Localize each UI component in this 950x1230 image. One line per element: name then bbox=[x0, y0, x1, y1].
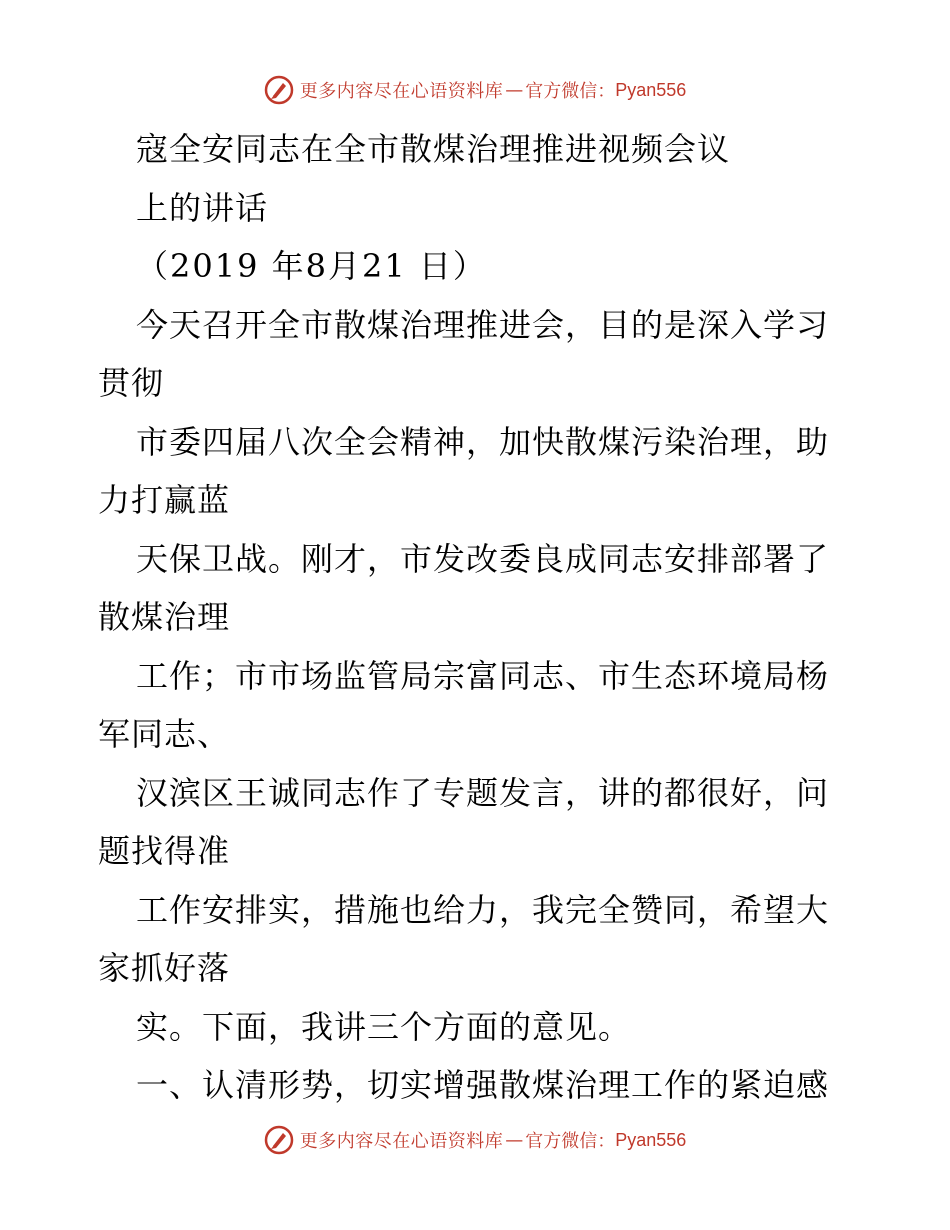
doc-line: 实。下面，我讲三个方面的意见。 bbox=[136, 1007, 632, 1046]
watermark-official-label: 官方微信： bbox=[525, 1131, 616, 1152]
doc-line: 今天召开全市散煤治理推进会，目的是深入学习 bbox=[136, 305, 830, 344]
doc-line: 工作；市市场监管局宗富同志、市生态环境局杨 bbox=[136, 656, 830, 695]
section-heading: 一、认清形势，切实增强散煤治理工作的紧迫感 bbox=[136, 1066, 830, 1104]
doc-line: 题找得准 bbox=[98, 832, 231, 870]
pen-nib-logo-icon bbox=[264, 1125, 294, 1155]
footer-watermark bbox=[0, 1120, 950, 1160]
watermark-separator: — bbox=[505, 1129, 524, 1151]
doc-title-line-1: 寇全安同志在全市散煤治理推进视频会议 bbox=[136, 130, 731, 168]
doc-line: 散煤治理 bbox=[98, 598, 231, 636]
doc-line: 工作安排实，措施也给力，我完全赞同，希望大 bbox=[136, 890, 830, 929]
watermark-wechat-id: Pyan556 bbox=[615, 1129, 687, 1150]
watermark-wechat-id: Pyan556 bbox=[615, 79, 687, 100]
watermark-separator: — bbox=[505, 79, 524, 101]
watermark-text: 更多内容尽在心语资料库 bbox=[299, 1131, 504, 1152]
doc-line: 军同志、 bbox=[98, 715, 231, 753]
doc-line: 家抓好落 bbox=[98, 949, 231, 987]
watermark-text: 更多内容尽在心语资料库 bbox=[299, 81, 504, 102]
pen-nib-logo-icon bbox=[264, 75, 294, 105]
doc-line: 市委四届八次全会精神，加快散煤污染治理，助 bbox=[136, 422, 830, 461]
doc-line: 天保卫战。刚才，市发改委良成同志安排部署了 bbox=[136, 539, 830, 578]
doc-line: 力打赢蓝 bbox=[98, 481, 231, 519]
doc-line: 汉滨区王诚同志作了专题发言，讲的都很好，问 bbox=[136, 773, 830, 812]
doc-title-line-2: 上的讲话 bbox=[136, 188, 269, 227]
header-watermark bbox=[0, 70, 950, 110]
watermark-official-label: 官方微信： bbox=[525, 81, 616, 102]
doc-line: 贯彻 bbox=[98, 364, 165, 402]
document-body bbox=[98, 120, 858, 1115]
doc-date: （2019 年8月21 日） bbox=[136, 247, 487, 285]
